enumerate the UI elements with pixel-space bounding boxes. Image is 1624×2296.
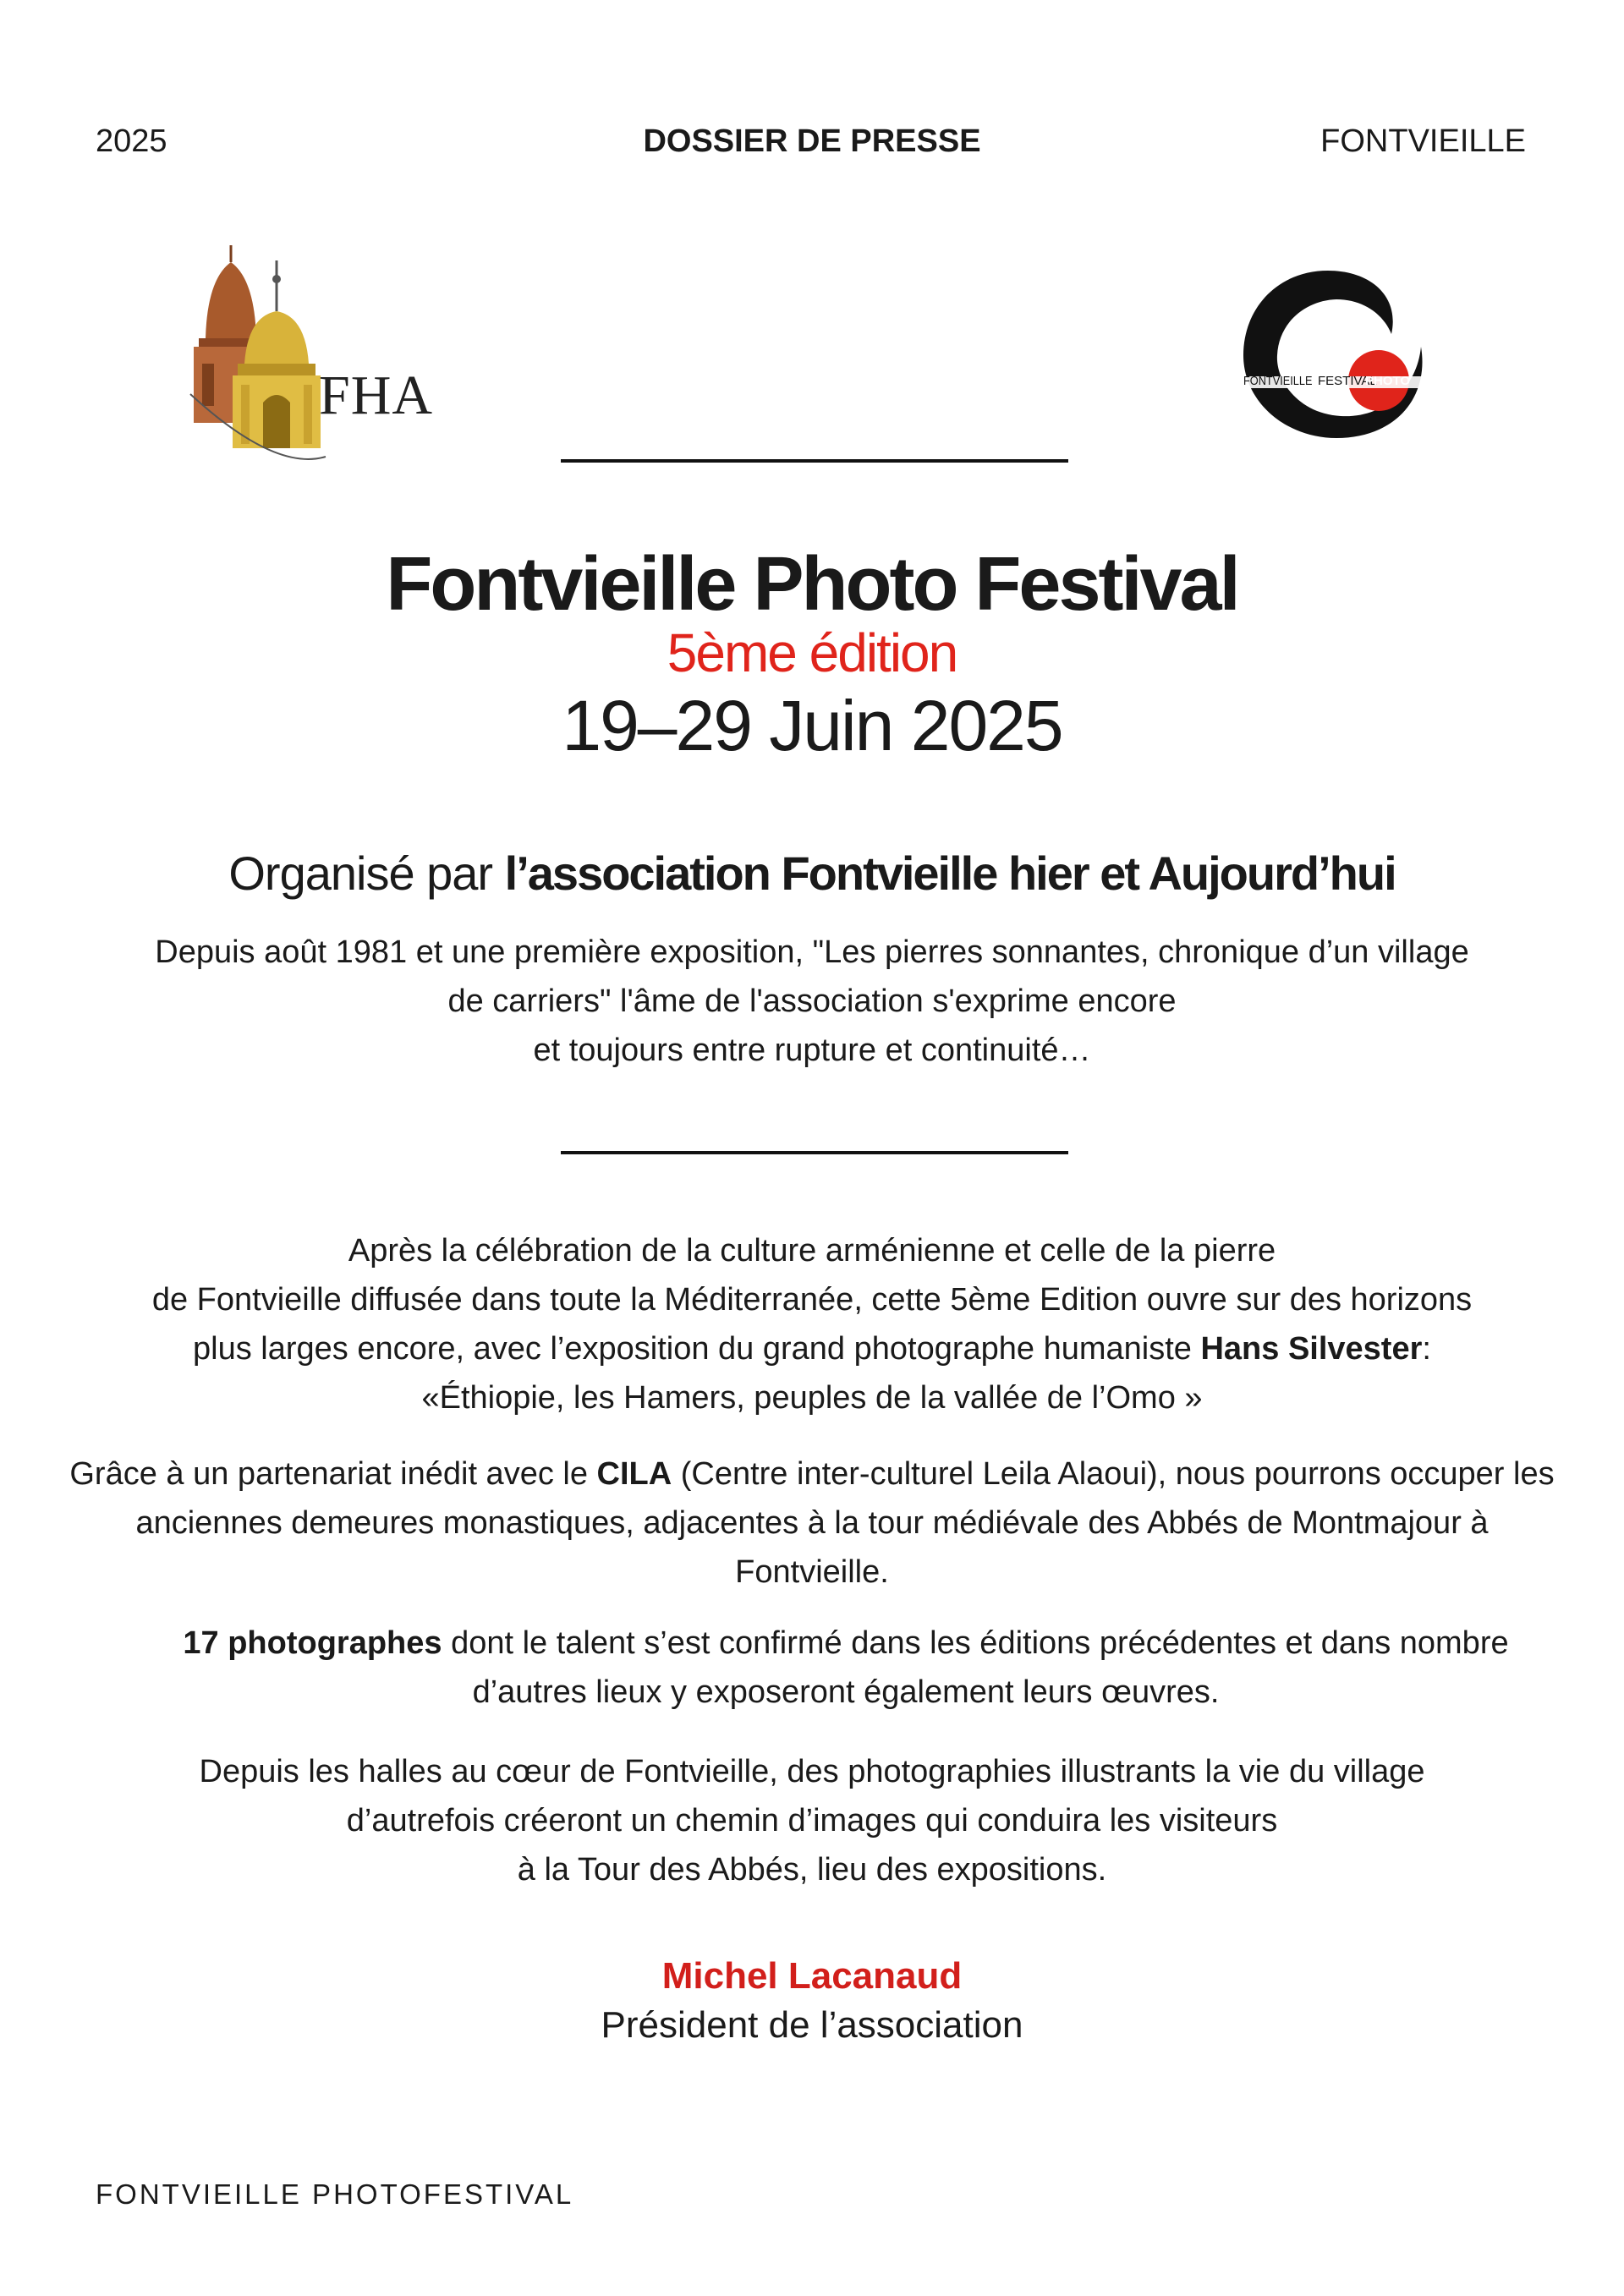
body-paragraph-4 — [68, 1747, 1556, 1894]
exhibition-title: «Éthiopie, les Hamers, peuples de la vallée de l’Omo » — [421, 1380, 1203, 1416]
body-paragraph-1 — [68, 1226, 1556, 1422]
festival-swirl-icon — [1226, 262, 1446, 448]
header-year: 2025 — [96, 123, 167, 159]
festival-logo-word-2: FESTIVAL — [1318, 374, 1377, 388]
organizer-prefix: Organisé par — [228, 847, 493, 900]
photographer-name: Hans Silvester — [1200, 1331, 1423, 1367]
body-line: à la Tour des Abbés, lieu des expositions. — [517, 1852, 1107, 1888]
divider-middle — [561, 1151, 1068, 1154]
festival-title: Fontvieille Photo Festival — [386, 542, 1238, 627]
header-title: DOSSIER DE PRESSE — [643, 123, 981, 159]
organizer-line — [0, 846, 1624, 901]
festival-logo-word-1: FONTVIEILLE — [1243, 374, 1313, 388]
signature-role: Président de l’association — [601, 2004, 1023, 2046]
body-line: Après la célébration de la culture arménienne et celle de la pierre — [348, 1233, 1276, 1269]
festival-logo-word-3: PHOTO — [1365, 374, 1411, 388]
fha-building-icon — [182, 245, 478, 465]
header-place: FONTVIEILLE — [1320, 123, 1526, 159]
body-text: dont le talent s’est confirmé dans les éditions précédentes et dans nombre d’autres lieux y exposeront également leurs œuvres. — [442, 1625, 1509, 1710]
photographers-count: 17 photographes — [183, 1625, 442, 1661]
divider-top — [561, 459, 1068, 463]
signature-name: Michel Lacanaud — [661, 1955, 963, 1997]
body-line: d’autrefois créeront un chemin d’images qui conduira les visiteurs — [346, 1803, 1278, 1838]
body-paragraph-3 — [127, 1619, 1565, 1717]
body-line — [68, 1324, 1556, 1373]
body-line: de Fontvieille diffusée dans toute la Méditerranée, cette 5ème Edition ouvre sur des horizons — [151, 1282, 1473, 1318]
body-line: Depuis les halles au cœur de Fontvieille, des photographies illustrants la vie du village — [199, 1754, 1425, 1789]
organizer-name: l’association Fontvieille hier et Aujourd’hui — [504, 847, 1396, 900]
edition-label: 5ème édition — [667, 622, 957, 683]
intro-paragraph — [85, 928, 1539, 1075]
event-dates: 19–29 Juin 2025 — [562, 686, 1062, 765]
fha-logo — [182, 245, 478, 465]
body-text: Grâce à un partenariat inédit avec le — [69, 1456, 597, 1492]
body-text: (Centre inter-culturel Leila Alaoui), nous pourrons occuper les anciennes demeures monastiques, adjacentes à la tour médiévale des Abbés de Montmajour à Fontvieille. — [135, 1456, 1555, 1590]
partner-name: CILA — [596, 1456, 672, 1492]
intro-line: de carriers" l'âme de l'association s'exprime encore — [447, 984, 1177, 1019]
intro-line: Depuis août 1981 et une première exposition, "Les pierres sonnantes, chronique d’un village — [155, 934, 1469, 970]
festival-logo — [1226, 262, 1446, 448]
body-paragraph-2 — [68, 1449, 1556, 1597]
intro-line: et toujours entre rupture et continuité… — [533, 1033, 1091, 1068]
body-text: plus larges encore, avec l’exposition du grand photographe humaniste — [193, 1331, 1201, 1367]
body-text: : — [1422, 1331, 1431, 1367]
fha-logo-text: FHA — [319, 364, 434, 426]
footer-text: FONTVIEILLE PHOTOFESTIVAL — [96, 2178, 574, 2210]
